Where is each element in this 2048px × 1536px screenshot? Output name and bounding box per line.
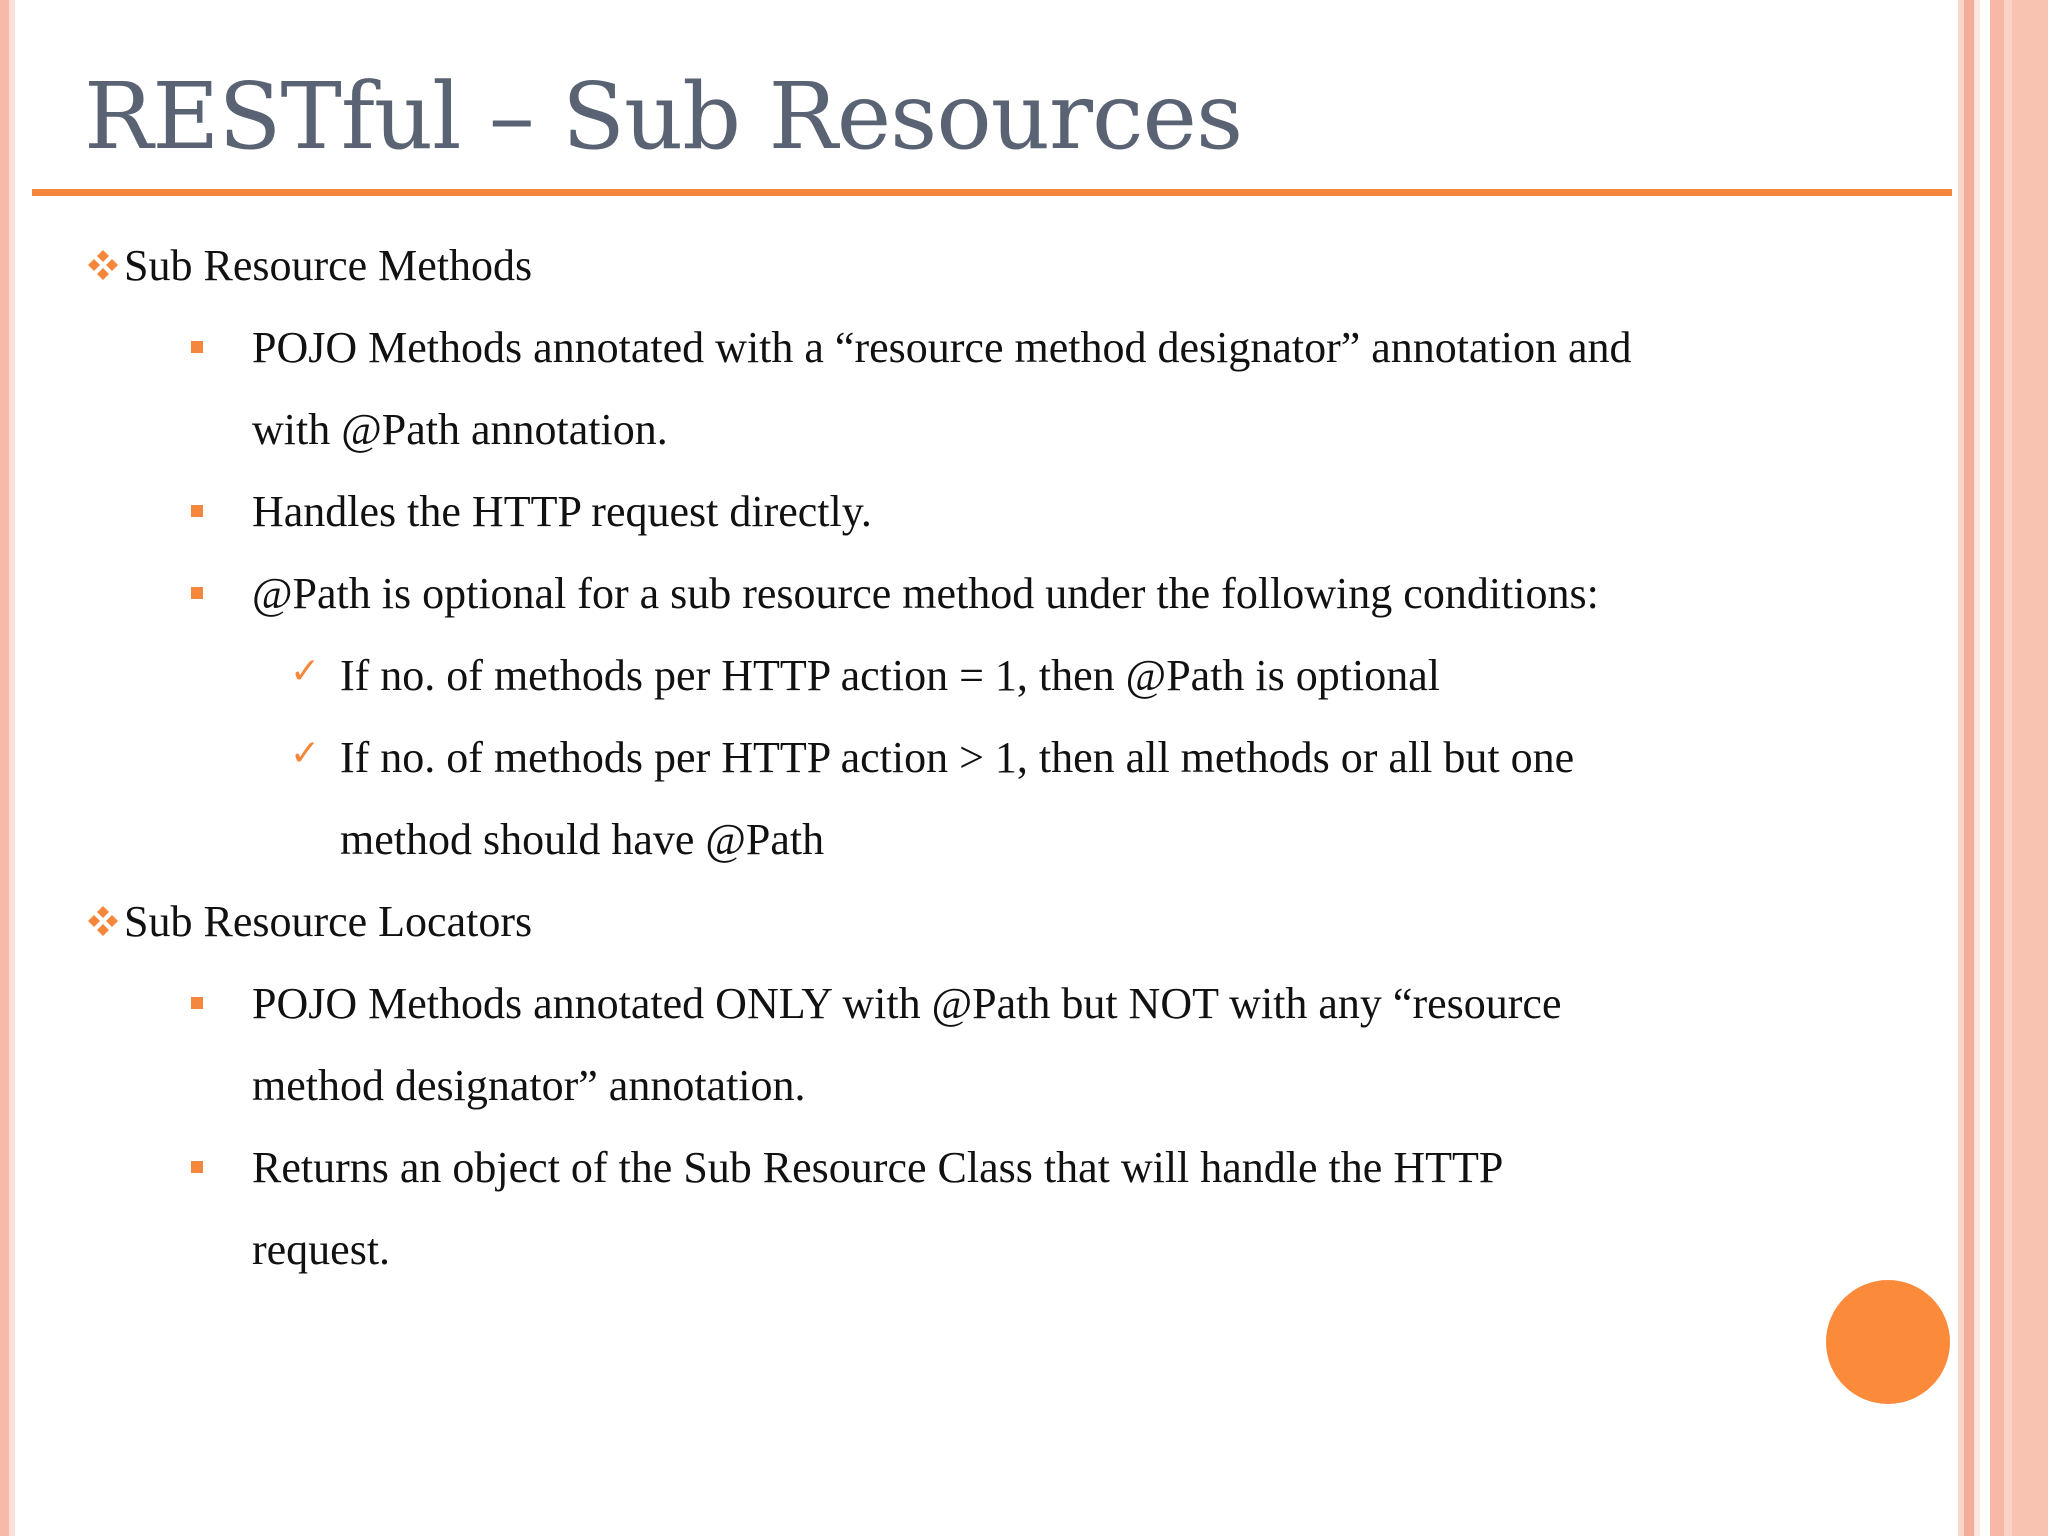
bullet-text-continuation: method designator” annotation. (252, 1061, 806, 1110)
square-bullet-icon (191, 341, 203, 353)
sub-bullet-text: If no. of methods per HTTP action = 1, then @Path is optional (340, 651, 1440, 700)
bullet-text-continuation: with @Path annotation. (252, 405, 668, 454)
right-stripe-5 (1990, 0, 2004, 1536)
bullet-text: POJO Methods annotated ONLY with @Path but NOT with any “resource (252, 979, 1562, 1028)
title-underline (32, 189, 1952, 196)
bullet-text: POJO Methods annotated with a “resource method designator” annotation and (252, 323, 1632, 372)
four-diamond-bullet-icon (86, 904, 120, 938)
left-border-strip-inner (9, 0, 15, 1536)
square-bullet-icon (191, 997, 203, 1009)
left-border-strip (0, 0, 9, 1536)
four-diamond-bullet-icon (86, 248, 120, 282)
checkmark-icon: ✓ (290, 651, 321, 692)
sub-bullet-text-continuation: method should have @Path (340, 815, 825, 864)
square-bullet-icon (191, 505, 203, 517)
square-bullet-icon (191, 587, 203, 599)
right-stripe-6 (2004, 0, 2012, 1536)
slide-title: RESTful – Sub Resources (84, 63, 1243, 170)
bullet-text-continuation: request. (252, 1225, 391, 1274)
orange-circle-decoration (1826, 1280, 1950, 1404)
right-stripe-2 (1964, 0, 1974, 1536)
bullet-text: @Path is optional for a sub resource method under the following conditions: (252, 569, 1599, 618)
right-stripe-4 (1980, 0, 1990, 1536)
section-heading-sub-resource-methods: Sub Resource Methods (124, 241, 533, 290)
bullet-text: Returns an object of the Sub Resource Class that will handle the HTTP (252, 1143, 1504, 1192)
bullet-text: Handles the HTTP request directly. (252, 487, 872, 536)
right-stripe-7 (2012, 0, 2048, 1536)
sub-bullet-text: If no. of methods per HTTP action > 1, then all methods or all but one (340, 733, 1575, 782)
section-heading-sub-resource-locators: Sub Resource Locators (124, 897, 533, 946)
checkmark-icon: ✓ (290, 733, 321, 774)
square-bullet-icon (191, 1161, 203, 1173)
